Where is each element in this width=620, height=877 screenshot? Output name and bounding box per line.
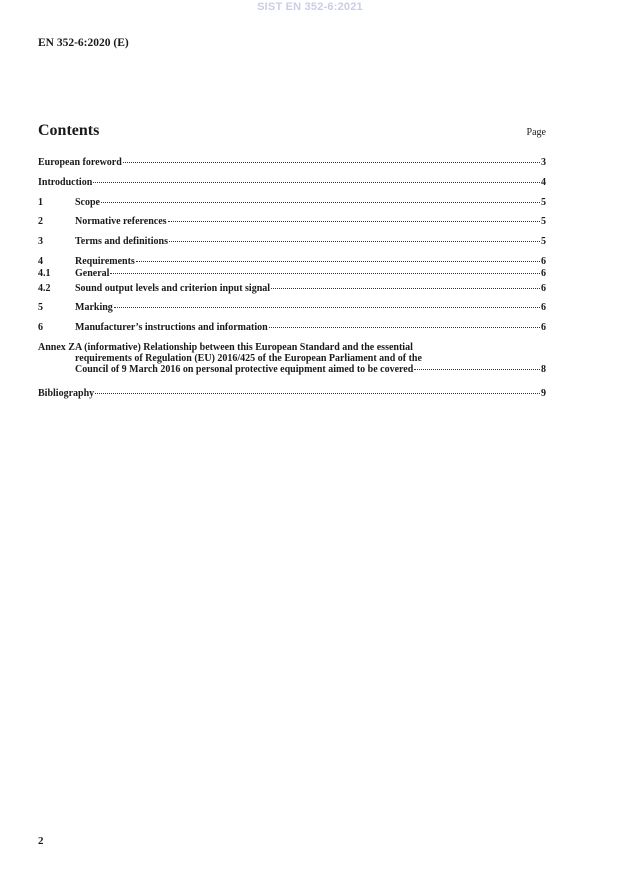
toc-entry-requirements[interactable] [38,256,546,267]
leader-dots [169,241,540,242]
toc-number: 1 [38,197,43,208]
toc-title: Terms and definitions [75,236,168,247]
toc-entry-bibliography[interactable] [38,388,546,399]
leader-dots [271,288,540,289]
toc-number: 2 [38,216,43,227]
toc-page: 6 [541,283,546,294]
toc-title: Bibliography [38,388,95,399]
leader-dots [110,273,540,274]
toc-entry-manufacturers-instructions[interactable] [38,322,546,333]
toc-entry-terms-and-definitions[interactable] [38,236,546,247]
page-number: 2 [38,835,44,847]
page-column-heading: Page [526,127,546,138]
annex-line-2: requirements of Regulation (EU) 2016/425 of the European Parliament and of the [75,353,422,364]
toc-title: Requirements [75,256,135,267]
toc-title: Manufacturer’s instructions and information [75,322,268,333]
toc-title: Scope [75,197,100,208]
toc-page: 5 [541,236,546,247]
toc-number: 4.2 [38,283,51,294]
toc-number: 3 [38,236,43,247]
toc-page: 6 [541,268,546,279]
toc-entry-annex-za[interactable] [38,342,546,375]
toc-title: European foreword [38,157,122,168]
leader-dots [101,202,540,203]
toc-page: 6 [541,322,546,333]
leader-dots [114,307,540,308]
leader-dots [123,162,540,163]
toc-entry-scope[interactable] [38,197,546,208]
toc-page: 5 [541,197,546,208]
toc-page: 6 [541,302,546,313]
toc-entry-normative-references[interactable] [38,216,546,227]
toc-page: 9 [541,388,546,399]
annex-line-1: Annex ZA (informative) Relationship between this European Standard and the essential [38,342,413,353]
toc-number: 5 [38,302,43,313]
toc-page: 3 [541,157,546,168]
toc-page: 4 [541,177,546,188]
watermark: SIST EN 352-6:2021 [257,1,363,13]
toc-number: 4.1 [38,268,51,279]
toc-title: Normative references [75,216,167,227]
toc-entry-introduction[interactable] [38,177,546,188]
toc-entry-marking[interactable] [38,302,546,313]
toc-entry-general[interactable] [38,268,546,279]
contents-heading: Contents [38,122,100,139]
toc-page: 5 [541,216,546,227]
toc-title: Sound output levels and criterion input signal [75,283,271,294]
toc-number: 4 [38,256,43,267]
leader-dots [269,327,540,328]
toc-title: General [75,268,110,279]
annex-line-3: Council of 9 March 2016 on personal protective equipment aimed to be covered [75,364,414,375]
document-id: EN 352-6:2020 (E) [38,37,129,49]
leader-dots [95,393,540,394]
leader-dots [168,221,540,222]
toc-page: 8 [541,364,546,375]
toc-title: Marking [75,302,113,313]
toc-page: 6 [541,256,546,267]
toc-title: Introduction [38,177,93,188]
leader-dots [93,182,540,183]
toc-entry-sound-output-levels[interactable] [38,283,546,294]
toc-entry-european-foreword[interactable] [38,157,546,168]
leader-dots [136,261,540,262]
leader-dots [414,369,540,370]
toc-number: 6 [38,322,43,333]
